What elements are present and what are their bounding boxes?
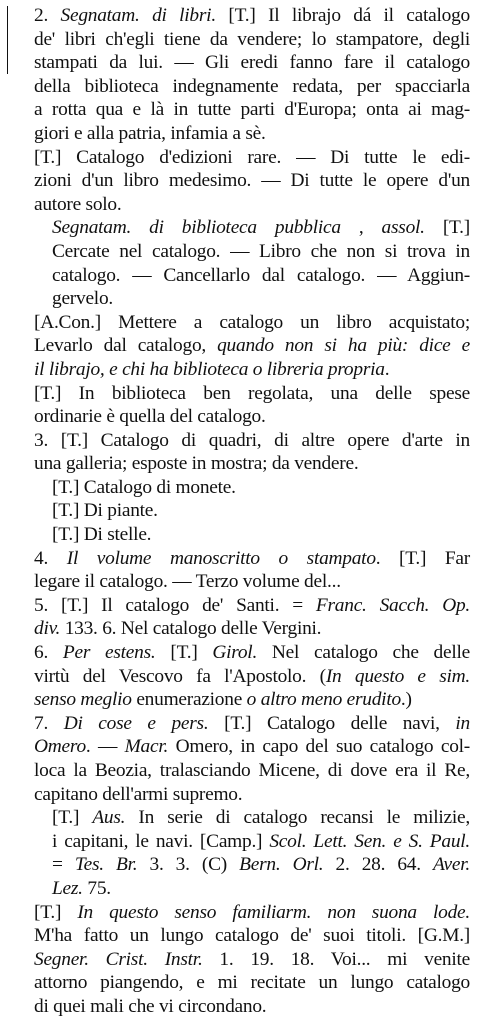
text-line [14,287,470,311]
text-line [14,665,470,689]
roman-text: enumerazione [131,689,247,711]
text-line [14,98,470,122]
italic-text: senso meglio [34,689,132,711]
roman-text: una galleria; esposte in mostra; da vendere. [34,453,359,475]
text-line [14,193,470,217]
text-line [14,122,470,146]
roman-text: [T.] [424,217,470,239]
roman-text: legare il catalogo. — Terzo volume del... [34,571,341,593]
roman-text: 4. [34,547,67,569]
rare-editions-paragraph [14,146,470,217]
italic-text: Per estens. [62,642,156,664]
italic-text: Aus. [92,807,126,829]
roman-text: di quei mali che vi circondano. [34,995,267,1017]
italic-text: Girol. [212,642,258,664]
roman-text: 1. 19. 18. Voi... mi venite [202,948,471,970]
sense-2-paragraph [14,4,470,146]
text-line [14,146,470,170]
text-line [14,264,470,288]
italic-text: il librajo, e chi ha biblioteca o libreria propria [34,358,385,380]
text-line [14,216,470,240]
text-line [14,853,470,877]
italic-text: in [455,712,470,734]
roman-text: capitano dell'armi supremo. [34,783,243,805]
roman-text: 6. [34,642,63,664]
text-line [14,948,470,972]
a-con-paragraph [14,311,470,382]
familiar-sense-paragraph [14,901,470,1019]
italic-text: Lez. [52,877,83,899]
roman-text: attorno piangendo, e mi recitate un lungo catalogo [34,972,470,994]
sense-6-paragraph [14,641,470,712]
catalogo-entry [14,4,470,1019]
roman-text: [T.] In biblioteca ben regolata, una delle spese [34,382,470,404]
italic-text: Il volume manoscritto o stampato [66,547,376,569]
roman-text: a rotta qua e là in tutte parti d'Europa; onta ai mag- [34,99,470,121]
text-line [14,51,470,75]
roman-text: 3. 3. (C) [137,854,240,876]
roman-text: Levarlo dal catalogo, [34,335,218,357]
roman-text: 2. [34,5,61,26]
italic-text: Omero [34,736,86,758]
text-line [14,499,470,523]
text-line [14,688,470,712]
roman-text: stampati da lui. — Gli eredi fanno fare il catalogo [34,52,470,74]
italic-text: assol. [381,217,425,239]
italic-text: In questo e sim. [325,665,470,687]
roman-text: 3. [T.] Catalogo di quadri, di altre opere d'arte in [34,429,470,451]
plants-line [14,499,470,523]
text-line [14,806,470,830]
roman-text: [T.] Catalogo di monete. [52,476,236,498]
roman-text: gervelo. [52,288,113,310]
roman-text: . — [85,736,125,758]
roman-text: [T.] [52,807,93,829]
text-line [14,523,470,547]
text-line [14,358,470,382]
italic-text: Scol. Lett. Sen. e S. Paul. [269,830,471,852]
roman-text: [T.] Di piante. [52,500,158,522]
roman-text: [T.] Catalogo d'edizioni rare. — Di tutte le edi- [34,146,470,168]
coins-line [14,476,470,500]
text-line [14,28,470,52]
italic-text: Di cose e pers. [63,712,209,734]
aus-paragraph [14,806,470,900]
italic-text: Aver. [433,854,470,876]
ordinary-expenses-paragraph [14,382,470,429]
text-line [14,641,470,665]
italic-text: Franc. Sacch. Op. [315,594,471,616]
text-line [14,429,470,453]
italic-text: Segnatam. di biblioteca pubblica [52,217,341,239]
roman-text: [T.] Catalogo delle navi, [208,712,456,734]
italic-text: Segner. Crist. Instr. [34,948,203,970]
roman-text: Nel catalogo che delle [257,642,470,664]
roman-text: 5. [T.] Il catalogo de' Santi. = [34,594,316,616]
roman-text: 133. 6. Nel catalogo delle Vergini. [60,618,322,640]
text-line [14,405,470,429]
italic-text: In questo senso familiarm. non suona lode. [77,901,470,923]
text-line [14,476,470,500]
text-line [14,311,470,335]
italic-text: quando non si ha più: dice e [217,335,470,357]
text-line [14,334,470,358]
text-line [14,877,470,901]
text-line [14,75,470,99]
text-line [14,594,470,618]
text-line [14,712,470,736]
text-line [14,759,470,783]
roman-text: della biblioteca indegnamente redata, per spacciarla [34,75,470,97]
text-line [14,735,470,759]
roman-text: [A.Con.] Mettere a catalogo un libro acquistato; [34,311,470,333]
sense-7-paragraph [14,712,470,806]
roman-text: . [T.] Far [375,547,470,569]
italic-text: div. [34,618,61,640]
roman-text: catalogo. — Cancellarlo dal catalogo. — Aggiun- [52,264,470,286]
italic-text: Macr. [124,736,169,758]
text-line [14,382,470,406]
italic-text: Bern. Orl. [239,854,324,876]
roman-text: [T.] Di stelle. [52,524,152,546]
italic-text: o altro meno erudito [246,689,401,711]
italic-text: Tes. Br. [74,854,138,876]
text-line [14,617,470,641]
roman-text: 7. [34,712,64,734]
text-line [14,169,470,193]
roman-text: virtù del Vescovo fa l'Apostolo. ( [34,665,326,687]
roman-text: 2. 28. 64. [323,854,433,876]
roman-text: i capitani, le navi. [Camp.] [52,830,270,852]
roman-text: [T.] [155,642,213,664]
text-line [14,995,470,1019]
text-line [14,971,470,995]
italic-text: Segnatam. di libri. [60,5,216,26]
roman-text: Cercate nel catalogo. — Libro che non si trova in [52,240,470,262]
roman-text: Omero, in capo del suo catalogo col- [168,736,471,758]
roman-text: loca la Beozia, tralasciando Micene, di dove era il Re, [34,760,470,781]
roman-text: .) [400,689,412,711]
roman-text: , [340,217,382,239]
roman-text: [T.] Il librajo dá il catalogo [215,5,470,26]
text-line [14,783,470,807]
public-library-paragraph [14,216,470,310]
roman-text: M'ha fatto un lungo catalogo de' suoi titoli. [G.M.] [34,925,470,947]
roman-text: 75. [82,877,111,899]
roman-text: [T.] [34,901,78,923]
sense-3-paragraph [14,429,470,476]
roman-text: autore solo. [34,193,122,215]
sense-4-paragraph [14,547,470,594]
text-line [14,570,470,594]
roman-text: de' libri ch'egli tiene da vendere; lo stampatore, degli [34,28,470,50]
sense-5-paragraph [14,594,470,641]
roman-text: giori e alla patria, infamia a sè. [34,122,266,144]
roman-text: In serie di catalogo recansi le milizie, [125,807,470,829]
text-line [14,924,470,948]
text-line [14,901,470,925]
roman-text: . [384,358,390,380]
text-line [14,547,470,571]
roman-text: = [52,854,75,876]
text-line [14,452,470,476]
text-line [14,830,470,854]
text-line [14,4,470,28]
stars-line [14,523,470,547]
text-line [14,240,470,264]
roman-text: ordinarie è quella del catalogo. [34,406,266,428]
roman-text: zioni d'un libro medesimo. — Di tutte le opere d'un [34,170,470,192]
margin-rule [7,6,8,74]
